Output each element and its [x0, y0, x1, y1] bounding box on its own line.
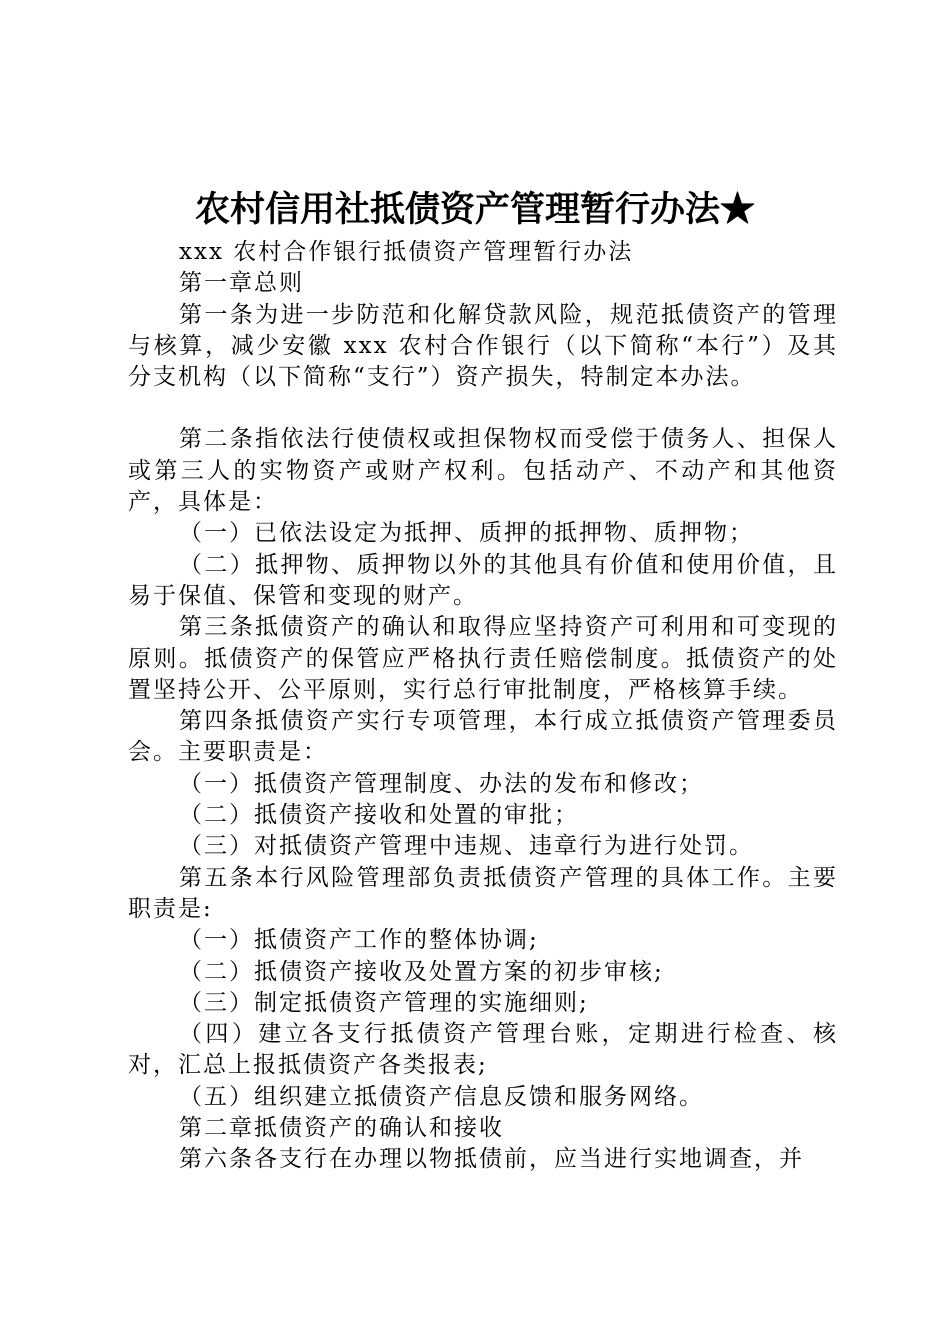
- paragraph-article-5: 第五条本行风险管理部负责抵债资产管理的具体工作。主要职责是:: [128, 864, 838, 922]
- paragraph-article-5-item-4: （四）建立各支行抵债资产管理台账，定期进行检查、核对，汇总上报抵债资产各类报表;: [128, 1021, 838, 1079]
- paragraph-article-4: 第四条抵债资产实行专项管理，本行成立抵债资产管理委员会。主要职责是：: [128, 708, 838, 766]
- paragraph-article-1: 第一条为进一步防范和化解贷款风险，规范抵债资产的管理与核算，减少安徽 xxx 农村合作银行（以下简称“本行”）及其分支机构（以下简称“支行”）资产损失，特制定本办法。: [128, 301, 838, 391]
- document-title: 农村信用社抵债资产管理暂行办法★: [194, 189, 755, 230]
- paragraph-article-5-item-3: （三）制定抵债资产管理的实施细则;: [179, 989, 589, 1016]
- paragraph-article-5-item-1: （一）抵债资产工作的整体协调;: [179, 927, 539, 954]
- paragraph-article-2: 第二条指依法行使债权或担保物权而受偿于债务人、担保人或第三人的实物资产或财产权利。包括动产、不动产和其他资产，具体是：: [128, 426, 838, 516]
- paragraph-article-6: 第六条各支行在办理以物抵债前，应当进行实地调查，并: [179, 1146, 804, 1173]
- paragraph-chapter-1: 第一章总则: [179, 270, 304, 297]
- paragraph-article-4-item-1: （一）抵债资产管理制度、办法的发布和修改；: [179, 770, 704, 797]
- paragraph-subtitle: xxx 农村合作银行抵债资产管理暂行办法: [179, 239, 634, 265]
- paragraph-article-2-item-1: （一）已依法设定为抵押、质押的抵押物、质押物；: [179, 520, 754, 547]
- paragraph-article-4-item-3: （三）对抵债资产管理中违规、违章行为进行处罚。: [179, 833, 754, 860]
- paragraph-article-5-item-2: （二）抵债资产接收及处置方案的初步审核;: [179, 958, 664, 985]
- document-body: [128, 237, 838, 1176]
- paragraph-article-2-item-2: （二）抵押物、质押物以外的其他具有价值和使用价值，且易于保值、保管和变现的财产。: [128, 551, 838, 609]
- paragraph-article-4-item-2: （二）抵债资产接收和处置的审批；: [179, 802, 579, 829]
- paragraph-article-5-item-5: （五）组织建立抵债资产信息反馈和服务网络。: [179, 1083, 704, 1110]
- paragraph-chapter-2: 第二章抵债资产的确认和接收: [179, 1115, 504, 1142]
- paragraph-article-3: 第三条抵债资产的确认和取得应坚持资产可利用和可变现的原则。抵债资产的保管应严格执行责任赔偿制度。抵债资产的处置坚持公开、公平原则，实行总行审批制度，严格核算手续。: [128, 614, 838, 703]
